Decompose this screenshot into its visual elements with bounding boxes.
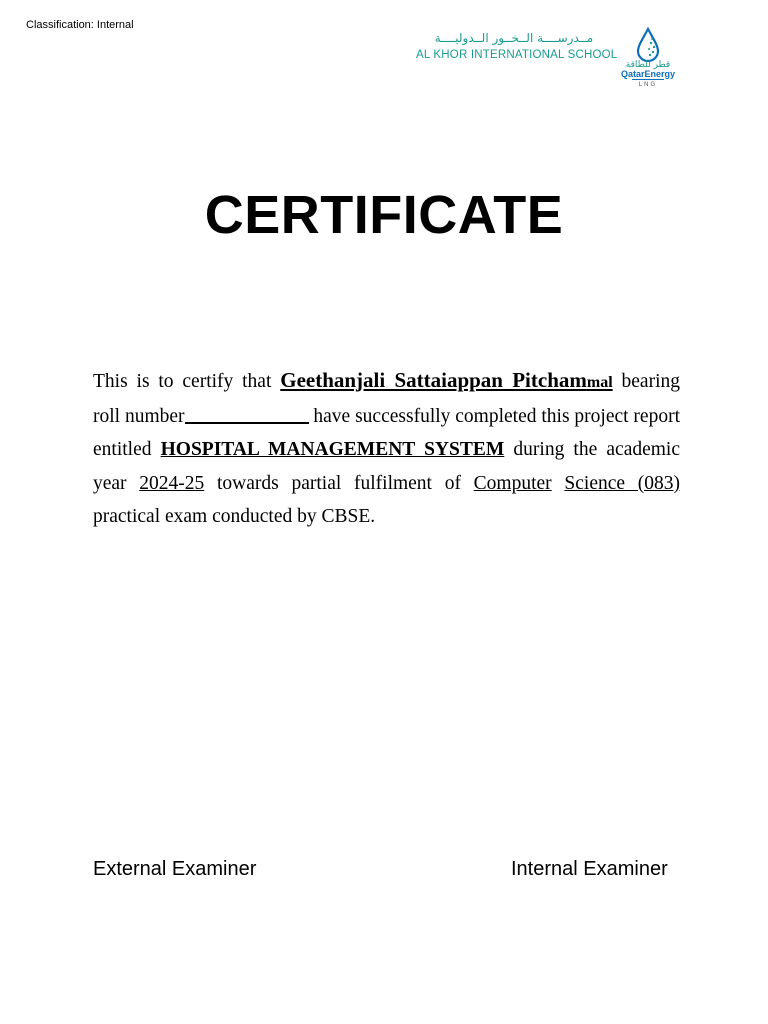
intro-text: This is to certify that: [93, 371, 281, 392]
roll-number-label: bearing roll number: [93, 371, 680, 427]
school-logo: [416, 26, 618, 62]
certificate-body: [93, 364, 680, 534]
student-name-main: Geethanjali Sattaiappan Pitcham: [280, 368, 587, 392]
droplet-logo-icon: [618, 26, 678, 62]
project-title: HOSPITAL MANAGEMENT SYSTEM: [160, 439, 505, 461]
student-name-tail: mal: [586, 374, 613, 391]
toward-text: towards partial fulfilment of: [204, 472, 474, 494]
certificate-title: CERTIFICATE: [204, 185, 564, 245]
school-name-english: AL KHOR INTERNATIONAL SCHOOL: [416, 49, 618, 61]
year-prefix-text: during the academic year: [93, 439, 680, 494]
partner-sub-label: LNG: [632, 79, 664, 89]
school-name-arabic: مــدرســــة الــخــور الــدوليــــة: [434, 31, 594, 45]
school-logo-block: [416, 26, 678, 92]
roll-number-blank: [185, 421, 309, 424]
subject-name-part2: Science (083): [564, 472, 680, 494]
external-examiner-label: External Examiner: [93, 858, 257, 880]
closing-text: practical exam conducted by CBSE.: [93, 506, 376, 528]
partner-name: QatarEnergy: [620, 69, 676, 79]
student-name: [280, 368, 612, 392]
classification-label: Classification: Internal: [26, 19, 134, 31]
academic-year: 2024-25: [139, 472, 205, 494]
completed-text: have successfully completed this project report entitled: [93, 405, 680, 461]
subject-name-part1: Computer: [473, 472, 552, 494]
internal-examiner-label: Internal Examiner: [511, 858, 668, 880]
partner-name-arabic: قطر للطاقة: [625, 60, 671, 70]
qatarenergy-logo: [618, 26, 678, 92]
